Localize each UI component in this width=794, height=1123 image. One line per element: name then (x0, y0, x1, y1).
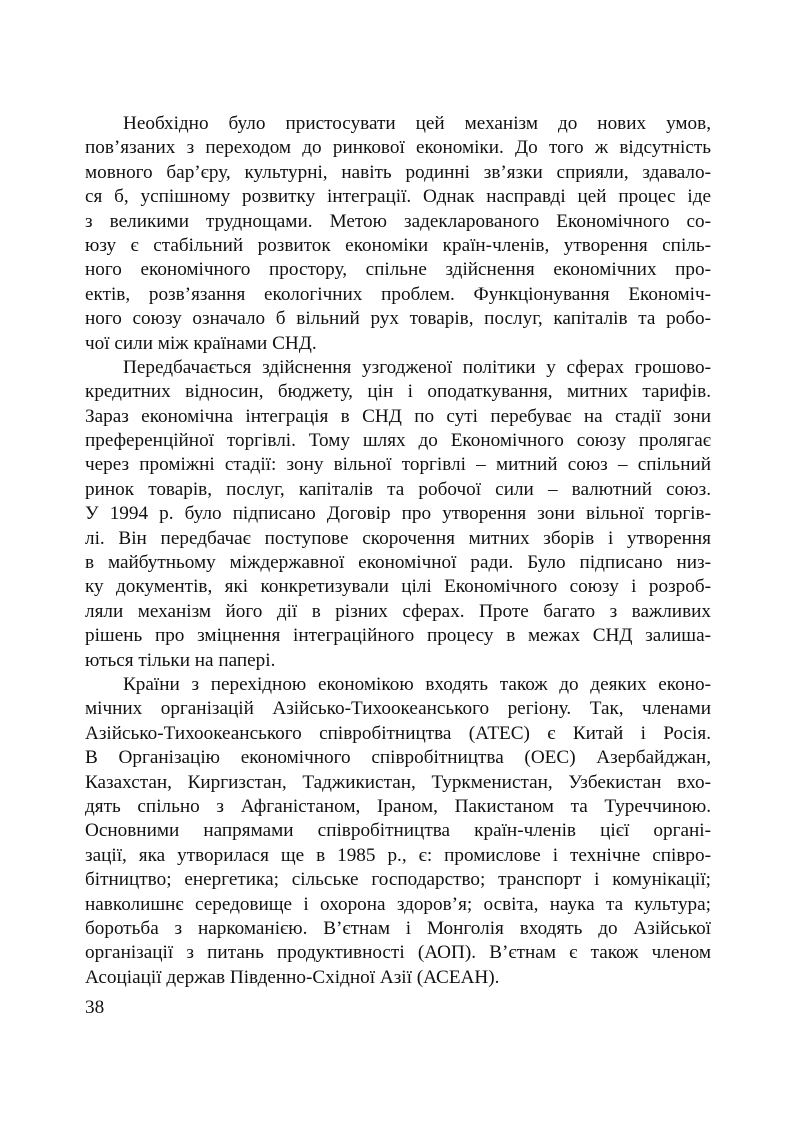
text-line: ринок товарів, послуг, капіталів та робочої сили – валютний союз. (85, 478, 711, 500)
text-line: юзу є стабільний розвиток економіки країн-членів, утворення спіль- (85, 234, 711, 256)
text-line: кредитних відносин, бюджету, цін і оподаткування, митних тарифів. (85, 381, 711, 403)
text-line: рішень про зміцнення інтеграційного процесу в межах СНД залиша- (85, 625, 711, 647)
text-line: пов’язаних з переходом до ринкової економіки. До того ж відсутність (85, 137, 711, 159)
text-line: Передбачається здійснення узгодженої політики у сферах грошово- (123, 356, 711, 378)
text-line: У 1994 р. було підписано Договір про утворення зони вільної торгів- (85, 503, 711, 525)
text-line: ного союзу означало б вільний рух товарів, послуг, капіталів та робо- (85, 308, 711, 330)
text-line: дять спільно з Афганістаном, Іраном, Пакистаном та Туреччиною. (85, 795, 711, 817)
text-line: мовного бар’єру, культурні, навіть родинні зв’язки сприяли, здавало- (85, 161, 711, 183)
text-line: в майбутньому міждержавної економічної ради. Було підписано низ- (85, 552, 711, 574)
paragraph-3 (85, 673, 711, 990)
text-line: ються тільки на папері. (85, 649, 276, 671)
text-line: чої сили між країнами СНД. (85, 332, 317, 354)
text-line: Країни з перехідною економікою входять також до деяких еконо- (123, 673, 711, 695)
paragraph-1 (85, 112, 711, 356)
text-line: через проміжні стадії: зону вільної торгівлі – митний союз – спільний (85, 454, 711, 476)
text-line: ку документів, які конкретизували цілі Економічного союзу і розроб- (85, 576, 711, 598)
text-line: ся б, успішному розвитку інтеграції. Однак насправді цей процес іде (85, 186, 711, 208)
text-line: Зараз економічна інтеграція в СНД по суті перебуває на стадії зони (85, 405, 711, 427)
page-number: 38 (85, 997, 105, 1018)
text-line: преференційної торгівлі. Тому шлях до Економічного союзу пролягає (85, 430, 711, 452)
text-line: навколишнє середовище і охорона здоров’я; освіта, наука та культура; (85, 893, 711, 915)
text-line: організації з питань продуктивності (АОП). В’єтнам є також членом (85, 942, 711, 964)
text-line: Азійсько-Тихоокеанського співробітництва (АТЕС) є Китай і Росія. (85, 722, 711, 744)
text-line: боротьба з наркоманією. В’єтнам і Монголія входять до Азійської (85, 917, 711, 939)
page-body (85, 112, 711, 990)
text-line: ектів, розв’язання екологічних проблем. Функціонування Економіч- (85, 283, 711, 305)
text-line: Основними напрямами співробітництва країн-членів цієї органі- (85, 820, 711, 842)
text-line: ного економічного простору, спільне здійснення економічних про- (85, 259, 711, 281)
text-line: зації, яка утворилася ще в 1985 р., є: промислове і технічне співро- (85, 844, 711, 866)
text-line: Асоціації держав Південно-Східної Азії (АСЕАН). (85, 966, 500, 988)
text-line: Необхідно було пристосувати цей механізм до нових умов, (123, 113, 711, 134)
text-line: лі. Він передбачає поступове скорочення митних зборів і утворення (85, 527, 711, 549)
text-line: ляли механізм його дії в різних сферах. Проте багато з важливих (85, 600, 711, 622)
text-line: Казахстан, Киргизстан, Таджикистан, Туркменистан, Узбекистан вхо- (85, 771, 711, 793)
text-line: В Організацію економічного співробітництва (ОЕС) Азербайджан, (85, 747, 711, 769)
text-line: бітництво; енергетика; сільське господарство; транспорт і комунікації; (85, 869, 711, 891)
text-line: з великими труднощами. Метою задекларованого Економічного со- (85, 210, 711, 232)
paragraph-2 (85, 356, 711, 673)
text-line: мічних організацій Азійсько-Тихоокеанського регіону. Так, членами (85, 698, 711, 720)
